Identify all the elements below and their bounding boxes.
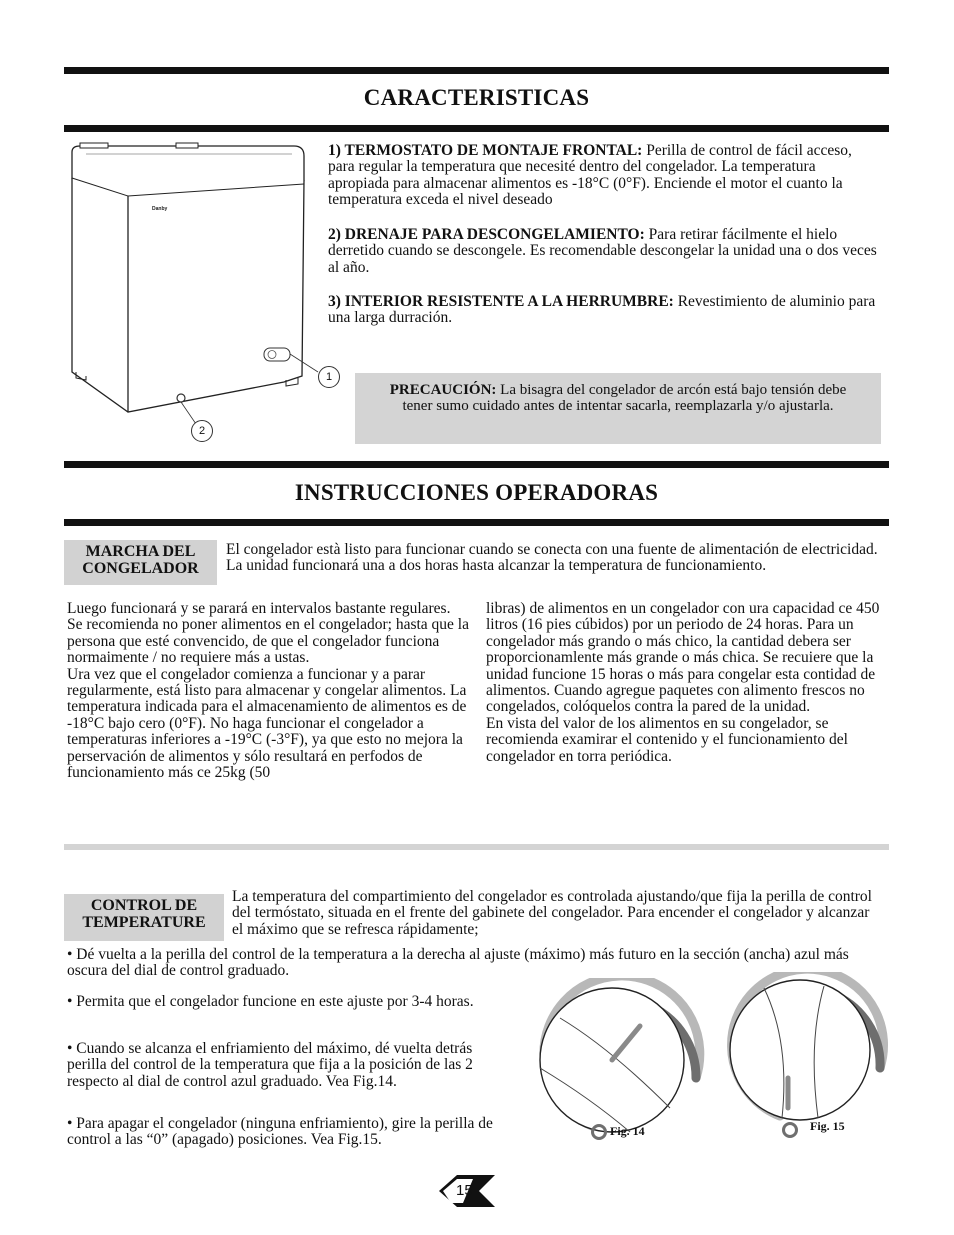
column-right-p2: En vista del valor de los alimentos en su congelador, se recomienda examirar el contenido y el funcionamiento del congelador en torra periódica.: [486, 714, 848, 765]
operating-top-rule: [64, 461, 889, 468]
bullet-2: • Permita que el congelador funcione en este ajuste por 3-4 horas.: [67, 993, 474, 1010]
callout-1: 1: [318, 366, 340, 388]
fig-15-label: Fig. 15: [810, 1119, 845, 1133]
column-right-p1: libras) de alimentos en un congelador con ura capacidad ce 450 litros (16 pies cúbidos) por un periodo de 24 horas. Para un congelador más grando o más chico, la cantidad debera ser proporcionamlente más grande o más chica. Se recuiere que la unidad funcione 15 horas o más para congelar esta contidad de alimentos. Cuando agregue paquetes con alimento frescos no congelados, colóquelos contra la pared de la unidad.: [486, 600, 880, 716]
column-left: [67, 601, 469, 781]
top-rule: [64, 67, 889, 74]
march-intro: El congelador està listo para funcionar cuando se conecta con una fuente de alimentación de electricidad. La unidad funcionará una a dos horas hasta alcanzar la temperatura de funcionamiento.: [226, 541, 878, 575]
characteristics-title: CARACTERISTICAS: [363, 85, 590, 110]
freezer-illustration: [66, 140, 356, 440]
dial-15-zero-mark: [782, 1122, 798, 1138]
characteristics-rule: [64, 125, 889, 132]
march-label: [64, 540, 217, 585]
dial-14-zero-mark: [591, 1124, 607, 1140]
brand-logo: Danby: [152, 206, 168, 212]
fig-14-label: Fig. 14: [610, 1124, 645, 1138]
caution-title: PRECAUCIÓN:: [389, 382, 497, 398]
bullet-1: • Dé vuelta a la perilla del control de la temperatura a la derecha al ajuste (máximo) más futuro en la sección (ancha) azul más oscura del dial de control graduado.: [67, 946, 849, 980]
feature-3: [328, 294, 880, 327]
feature-3-title: 3) INTERIOR RESISTENTE A LA HERRUMBRE:: [328, 293, 674, 310]
section-divider: [64, 844, 889, 850]
freezer-body: [72, 178, 304, 412]
operating-rule: [64, 519, 889, 526]
bullet-3: • Cuando se alcanza el enfriamiento del máximo, dé vuelta detrás perilla del control de la temperatura que fija a la posición de las 2 respecto al dial de control azul graduado. Vea Fig.14.: [67, 1040, 473, 1090]
control-label-line1: CONTROL DE: [90, 897, 198, 914]
operating-title: INSTRUCCIONES OPERADORAS: [294, 480, 659, 505]
march-label-line1: MARCHA DEL: [85, 543, 196, 560]
dial-fig-14: [520, 978, 710, 1138]
drain-plug: [177, 394, 185, 402]
feature-1-title: 1) TERMOSTATO DE MONTAJE FRONTAL:: [328, 142, 643, 159]
bullet-4: • Para apagar el congelador (ninguna enfriamiento), gire la perilla de control a las “0” (apagado) posiciones. Vea Fig.15.: [67, 1115, 493, 1149]
march-label-line2: CONGELADOR: [82, 560, 199, 577]
column-left-p2: Ura vez que el congelador comienza a funcionar y a parar regularmente, está listo para almacenar y congelar alimentos. La temperatura indicada para el almacenamiento de alimentos es de -18°C bajo cero (0°F). No haga funcionar el congelador a temperaturas inferiores a -19°C (-3°F), ya que esto no mejora la perservación de alimentos y sólo resultará en perfodos de funcionamiento más ce 25kg (50: [67, 665, 467, 782]
control-label-line2: TEMPERATURE: [82, 914, 206, 931]
caution-box: [355, 373, 881, 444]
feature-2-title: 2) DRENAJE PARA DESCONGELAMIENTO:: [328, 226, 645, 243]
callout-2: 2: [191, 420, 213, 442]
page-number: 15: [456, 1182, 473, 1199]
dial-fig-15: [712, 972, 892, 1122]
control-label: [64, 894, 224, 941]
feature-3-text: Revestimiento de aluminio para una larga durración.: [328, 293, 876, 327]
feature-2-text: Para retirar fácilmente el hielo derretido cuando se descongele. Es recomendable descongelar la unidad una o dos veces al año.: [328, 226, 877, 276]
control-intro: La temperatura del compartimiento del congelador es controlada ajustando/que fija la perilla de control del termóstato, situada en el frente del gabinete del congelador. Para encender el congelador y alcanzar el máximo que se refresca rápidamente;: [232, 888, 872, 938]
feature-1-text: Perilla de control de fácil acceso, para regular la temperatura que necesité dentro del congelador. La temperatura apropiada para almacenar alimentos es -18°C (0°F). Enciende el motor el cuanto la temperatura exceda el nivel deseado: [328, 142, 852, 209]
caution-text: La bisagra del congelador de arcón está bajo tensión debe tener sumo cuidado antes de intentar sacarla, reemplazarla y/o ajustarla.: [402, 382, 847, 414]
feature-2: [328, 227, 880, 276]
column-left-p1: Luego funcionará y se parará en intervalos bastante regulares. Se recomienda no poner alimentos en el congelador; hasta que la persona que esté convencido, de que el congelador funciona normaimente / no requiere más a ustas.: [67, 600, 469, 667]
feature-1: [328, 143, 880, 209]
column-right: [486, 601, 886, 765]
